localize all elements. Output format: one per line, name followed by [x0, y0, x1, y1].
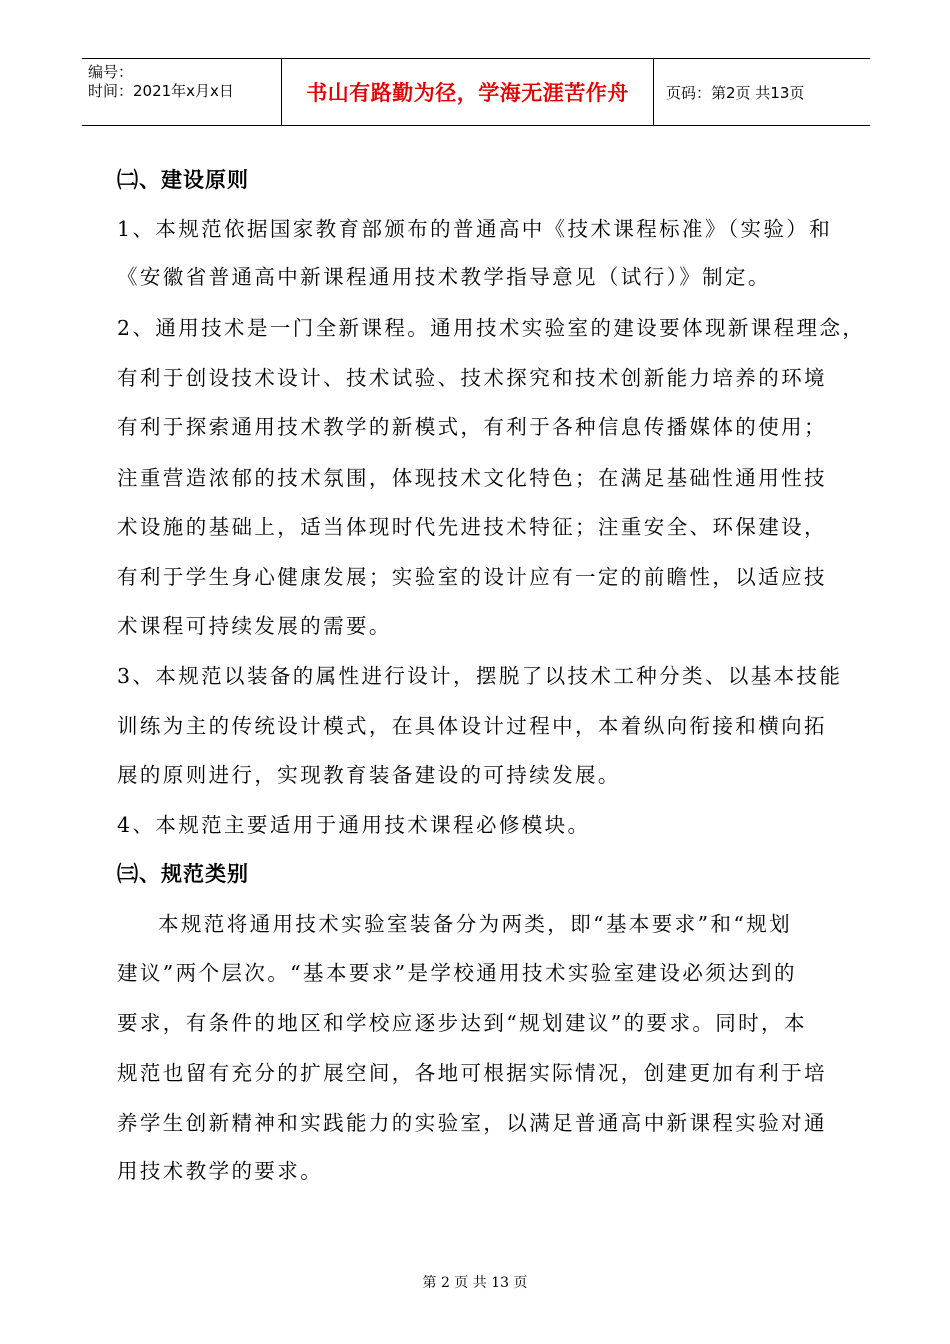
paragraph-line: 有利于探索通用技术教学的新模式，有利于各种信息传播媒体的使用； — [117, 415, 827, 439]
paragraph-line: 用技术教学的要求。 — [117, 1159, 324, 1183]
paragraph-line: 养学生创新精神和实践能力的实验室，以满足普通高中新课程实验对通 — [117, 1111, 827, 1135]
paragraph-line: 展的原则进行，实现教育装备建设的可持续发展。 — [117, 763, 621, 787]
section-heading-categories: ㈢、规范类别 — [117, 862, 249, 886]
header-meta-cell — [82, 59, 282, 125]
paragraph-line: 术课程可持续发展的需要。 — [117, 614, 392, 638]
paragraph-line: 1、本规范依据国家教育部颁布的普通高中《技术课程标准》（实验）和 — [117, 217, 833, 241]
paragraph-line: 《安徽省普通高中新课程通用技术教学指导意见（试行）》制定。 — [117, 265, 771, 289]
paragraph-line: 建议”两个层次。“基本要求”是学校通用技术实验室建设必须达到的 — [117, 961, 797, 985]
paragraph-line: 训练为主的传统设计模式，在具体设计过程中，本着纵向衔接和横向拓 — [117, 714, 827, 738]
paragraph-line: 有利于创设技术设计、技术试验、技术探究和技术创新能力培养的环境 — [117, 366, 827, 390]
paragraph-line: 4、本规范主要适用于通用技术课程必修模块。 — [117, 813, 591, 837]
header-motto: 书山有路勤为径，学海无涯苦作舟 — [282, 59, 654, 125]
paragraph-line: 规范也留有充分的扩展空间，各地可根据实际情况，创建更加有利于培 — [117, 1061, 827, 1085]
paragraph-line-indented: 本规范将通用技术实验室装备分为两类，即“基本要求”和“规划 — [158, 912, 793, 936]
paragraph-line: 3、本规范以装备的属性进行设计，摆脱了以技术工种分类、以基本技能 — [117, 664, 843, 688]
paragraph-line: 2、通用技术是一门全新课程。通用技术实验室的建设要体现新课程理念， — [117, 316, 866, 340]
paragraph-line: 有利于学生身心健康发展；实验室的设计应有一定的前瞻性，以适应技 — [117, 565, 827, 589]
paragraph-line: 术设施的基础上，适当体现时代先进技术特征；注重安全、环保建设， — [117, 515, 827, 539]
document-header — [82, 58, 870, 126]
header-page-info: 页码：第2页 共13页 — [666, 83, 805, 102]
number-label: 编号： — [88, 63, 134, 81]
paragraph-line: 要求，有条件的地区和学校应逐步达到“规划建议”的要求。同时，本 — [117, 1011, 807, 1035]
section-heading-principles: ㈡、建设原则 — [117, 168, 249, 192]
page-footer: 第 2 页 共 13 页 — [422, 1275, 528, 1291]
date-label: 时间：2021年x月x日 — [88, 82, 234, 100]
paragraph-line: 注重营造浓郁的技术氛围，体现技术文化特色；在满足基础性通用性技 — [117, 466, 827, 490]
